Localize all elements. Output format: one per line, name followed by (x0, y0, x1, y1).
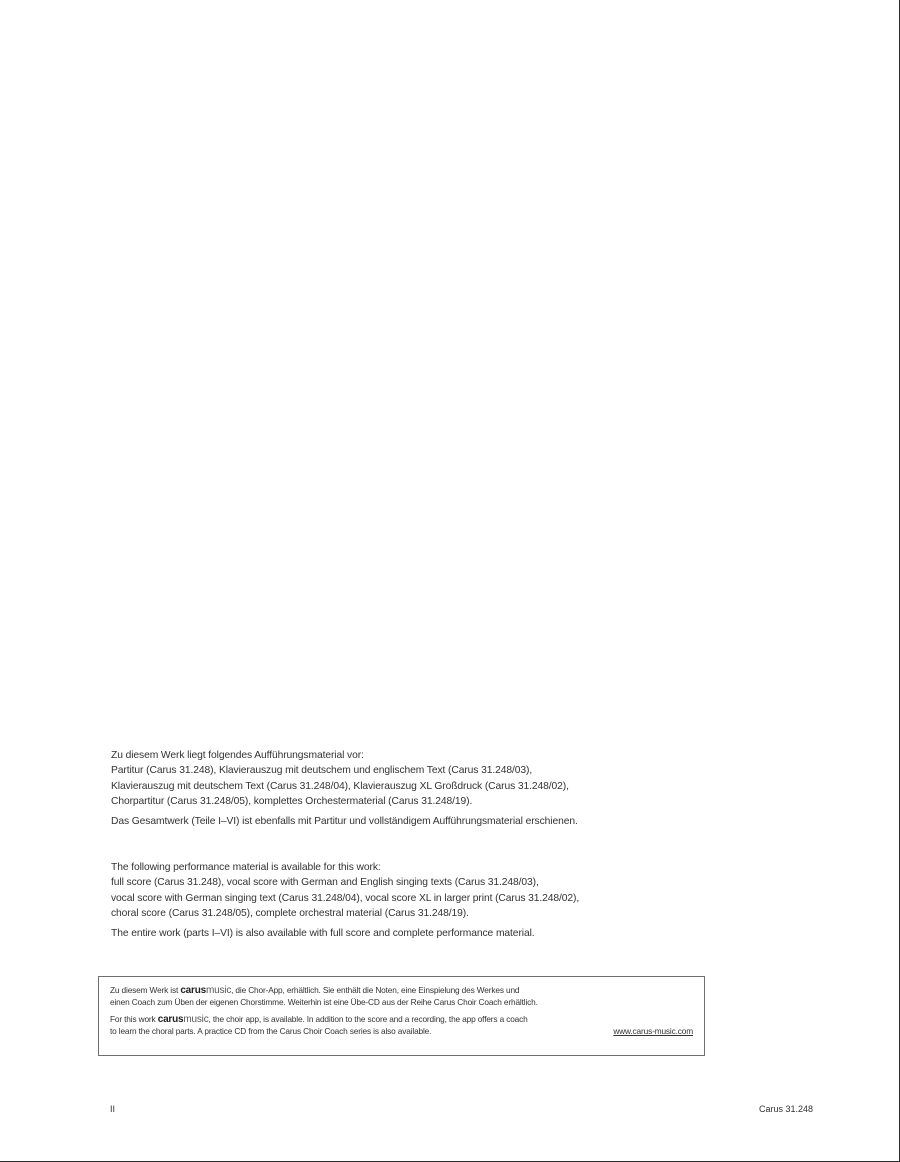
english-complete-work-note: The entire work (parts I–VI) is also available with full score and complete performance material. (111, 928, 535, 940)
catalog-number: Carus 31.248 (758, 1104, 813, 1114)
app-box-german-line: Zu diesem Werk ist carusmusic, die Chor-App, erhältlich. Sie enthält die Noten, eine Einspielung des Werkes und (110, 985, 520, 996)
english-intro: The following performance material is available for this work: (111, 862, 381, 873)
english-material-line: full score (Carus 31.248), vocal score with German and English singing texts (Carus 31.248/03), (111, 877, 539, 889)
app-box-english-line: For this work carusmusic, the choir app, is available. In addition to the score and a recording, the app offers a coach (110, 1014, 528, 1026)
german-material-line: Chorpartitur (Carus 31.248/05), komplettes Orchestermaterial (Carus 31.248/19). (111, 795, 473, 807)
german-material-list (111, 748, 751, 829)
carus-music-app-box (98, 976, 705, 1056)
english-material-line: choral score (Carus 31.248/05), complete orchestral material (Carus 31.248/19). (111, 907, 469, 919)
english-material-list (111, 860, 751, 941)
carus-website-link[interactable]: www.carus-music.com (613, 1025, 693, 1036)
english-material-line: vocal score with German singing text (Carus 31.248/04), vocal score XL in larger print (Carus 31.248/02), (111, 892, 580, 904)
german-complete-work-note: Das Gesamtwerk (Teile I–VI) ist ebenfalls mit Partitur und vollständigem Aufführungsmaterial erschienen. (111, 816, 578, 828)
page-number: II (110, 1104, 116, 1114)
app-box-english-line: to learn the choral parts. A practice CD from the Carus Choir Coach series is also available. www.carus-music.com (110, 1025, 693, 1036)
german-intro: Zu diesem Werk liegt folgendes Aufführungsmaterial vor: (111, 750, 364, 761)
app-box-german-line: einen Coach zum Üben der eigenen Chorstimme. Weiterhin ist eine Übe-CD aus der Reihe Carus Choir Coach erhältlich. (110, 996, 538, 1007)
carus-music-logo: carusmusic (157, 1014, 209, 1026)
german-material-line: Partitur (Carus 31.248), Klavierauszug mit deutschem und englischem Text (Carus 31.248/03), (111, 765, 533, 777)
german-material-line: Klavierauszug mit deutschem Text (Carus 31.248/04), Klavierauszug XL Großdruck (Carus 31.248/02), (111, 780, 569, 792)
carus-music-logo: carusmusic (180, 985, 232, 996)
